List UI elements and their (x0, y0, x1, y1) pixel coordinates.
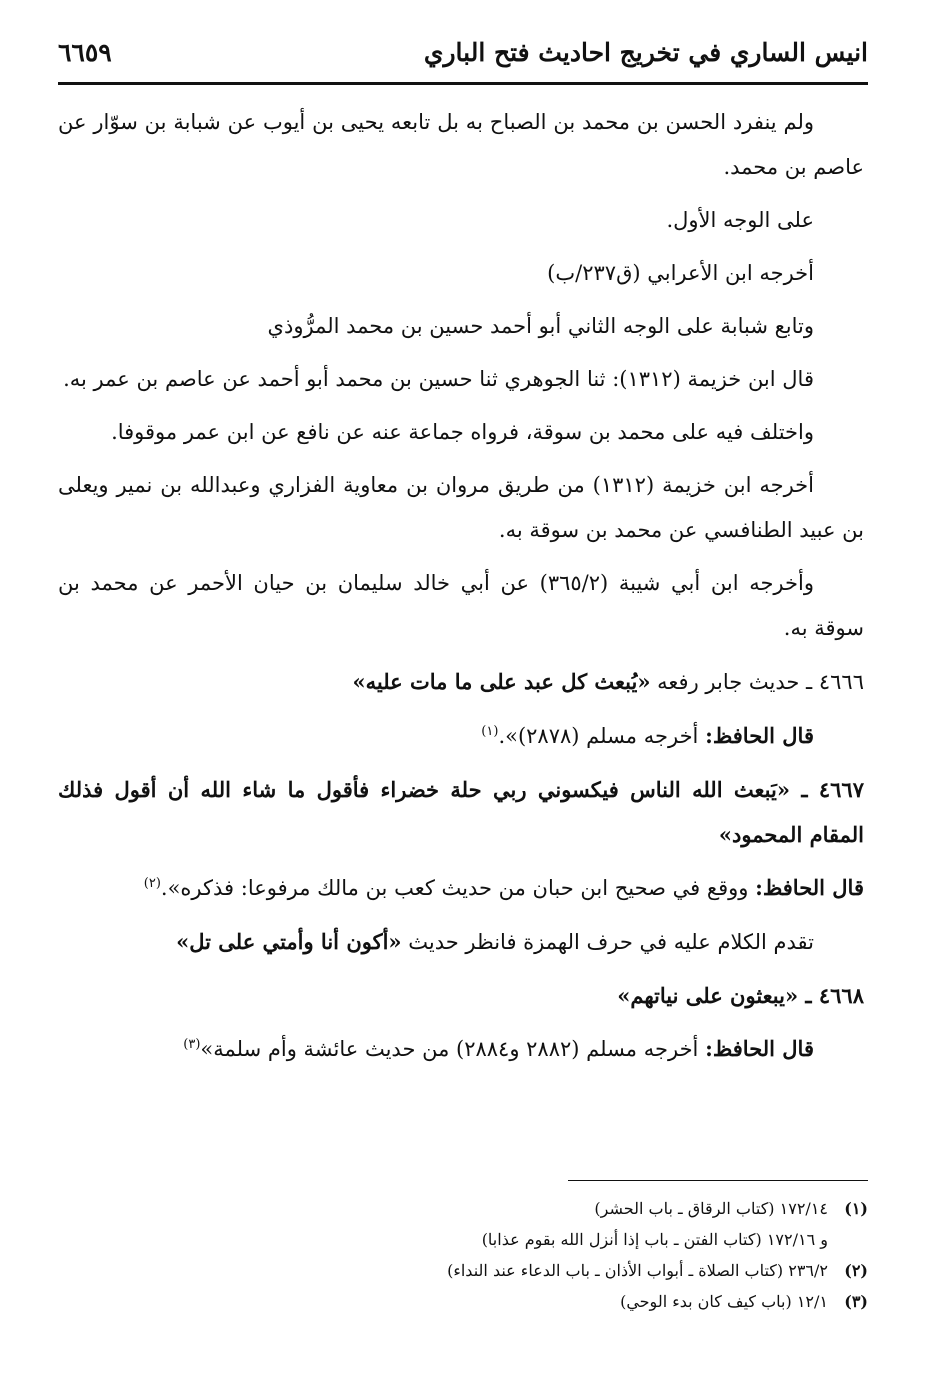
paragraph: أخرجه ابن الأعرابي (ق٢٣٧/ب) (547, 261, 814, 285)
footnote-number: (٣) (844, 1292, 868, 1311)
footnote-rule (568, 1180, 868, 1181)
page-number: ٦٦٥٩ (58, 38, 112, 67)
paragraph: وتابع شبابة على الوجه الثاني أبو أحمد حسين بن محمد المرُّوذي (267, 314, 814, 338)
footnote-1-continued (120, 1224, 868, 1255)
hafiz-label: قال الحافظ: (705, 1036, 814, 1061)
hafiz-label: قال الحافظ: (705, 723, 814, 748)
hafiz-text: أخرجه مسلم (٢٨٧٨)». (498, 724, 699, 748)
footnote-3 (120, 1286, 868, 1317)
paragraph: أخرجه ابن خزيمة (١٣١٢) من طريق مروان بن معاوية الفزاري وعبدالله بن نمير ويعلى بن عبيد الطنافسي عن محمد بن سوقة به. (58, 473, 864, 542)
hafiz-text: أخرجه مسلم (٢٨٨٢ و٢٨٨٤) من حديث عائشة وأم سلمة» (200, 1037, 699, 1061)
entry-4667: ٤٦٦٧ ـ «يَبعث الله الناس فيكسوني ربي حلة خضراء فأقول ما شاء الله أن أقول فذلك المقام المحمود» (58, 777, 864, 847)
footnote-1 (120, 1193, 868, 1224)
footnote-text: ٢٣٦/٢ (كتاب الصلاة ـ أبواب الأذان ـ باب الدعاء عند النداء) (447, 1261, 828, 1280)
hafiz-statement (58, 713, 864, 759)
hafiz-statement (58, 865, 864, 911)
paragraph: واختلف فيه على محمد بن سوقة، فرواه جماعة عنه عن نافع عن ابن عمر موقوفا. (111, 420, 814, 444)
hadith-text: «يُبعث كل عبد على ما مات عليه» (352, 669, 651, 694)
paragraph: ولم ينفرد الحسن بن محمد بن الصباح به بل تابعه يحيى بن أيوب عن شبابة بن سوّار عن عاصم بن محمد. (58, 110, 864, 179)
hafiz-text: ووقع في صحيح ابن حبان من حديث كعب بن مالك مرفوعا: فذكره». (160, 876, 749, 900)
hafiz-statement (58, 1026, 864, 1072)
main-text (58, 100, 864, 1080)
cross-reference-note (58, 919, 864, 965)
running-title: انيس الساري في تخريج احاديث فتح الباري (423, 38, 868, 67)
footnote-ref: (٣) (183, 1037, 201, 1052)
footnote-ref: (٢) (143, 876, 161, 891)
footnote-number: (٢) (844, 1261, 868, 1280)
footnote-number: (١) (844, 1199, 868, 1218)
footnote-text: ١٢/١ (باب كيف كان بدء الوحي) (620, 1292, 828, 1311)
header-rule (58, 82, 868, 85)
footnote-text: ١٧٢/١٤ (كتاب الرقاق ـ باب الحشر) (594, 1199, 828, 1218)
paragraph: وأخرجه ابن أبي شيبة (٣٦٥/٢) عن أبي خالد سليمان بن حيان الأحمر عن محمد بن سوقة به. (58, 571, 864, 640)
entry-4668: ٤٦٦٨ ـ «يبعثون على نياتهم» (617, 983, 864, 1008)
page-header (58, 36, 868, 76)
hafiz-label: قال الحافظ: (755, 875, 864, 900)
hadith-text: «أكون أنا وأمتي على تل» (176, 929, 402, 954)
footnote-ref: (١) (481, 724, 499, 739)
entry-lead: ٤٦٦٦ ـ حديث جابر رفعه (657, 670, 864, 694)
paragraph: على الوجه الأول. (666, 208, 814, 232)
paragraph: قال ابن خزيمة (١٣١٢): ثنا الجوهري ثنا حسين بن محمد أبو أحمد عن عاصم بن عمر به. (63, 367, 814, 391)
footnote-text: و ١٧٢/١٦ (كتاب الفتن ـ باب إذا أنزل الله بقوم عذابا) (481, 1230, 828, 1249)
footnote-2 (120, 1255, 868, 1286)
entry-4666 (58, 659, 864, 705)
note-lead: تقدم الكلام عليه في حرف الهمزة فانظر حديث (408, 930, 814, 954)
footnotes (120, 1193, 868, 1317)
